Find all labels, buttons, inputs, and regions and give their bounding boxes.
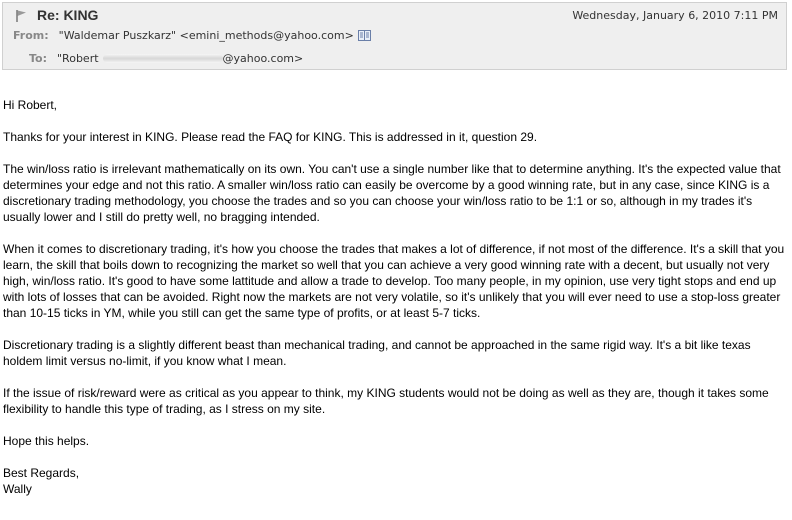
paragraph-6: Hope this helps. [3, 434, 90, 448]
paragraph-4: Discretionary trading is a slightly different beast than mechanical trading, and cannot be approached in the same rigid way. It's a bit like texas holdem limit versus no-limit, if you know what I mean. [3, 338, 751, 368]
from-address[interactable]: "Waldemar Puszkarz" <emini_methods@yahoo.com> [58, 29, 354, 42]
to-name[interactable]: "Robert [57, 52, 99, 65]
closing: Best Regards, [3, 466, 80, 480]
greeting: Hi Robert, [3, 98, 58, 112]
to-domain[interactable]: @yahoo.com> [222, 52, 304, 65]
from-label: From: [13, 29, 49, 42]
message-body [3, 97, 787, 497]
paragraph-1: Thanks for your interest in KING. Please read the FAQ for KING. This is addressed in it, question 29. [3, 130, 538, 144]
address-book-icon[interactable] [358, 30, 371, 41]
paragraph-2: The win/loss ratio is irrelevant mathematically on its own. You can't use a single number like that to determine anything. It's the expected value that determines your edge and not this ratio. A smaller win/loss ratio can easily be overcome by a good winning rate, but in any case, since KING is a discretionary trading methodology, you choose the trades and so you can choose your win/loss ratio to be 1:1 or so, although in my trades it's usually lower and I still do pretty well, no bragging intended. [3, 162, 781, 224]
flag-icon[interactable] [14, 9, 28, 23]
paragraph-5: If the issue of risk/reward were as critical as you appear to think, my KING students would not be doing as well as they are, though it takes some flexibility to handle this type of trading, as I stress on my site. [3, 386, 769, 416]
from-row [13, 29, 371, 42]
signature: Wally [3, 482, 32, 496]
message-subject: Re: KING [37, 7, 99, 23]
to-row [29, 52, 303, 65]
message-header [2, 2, 787, 70]
redacted-address [103, 54, 223, 63]
paragraph-3: When it comes to discretionary trading, it's how you choose the trades that makes a lot of difference, if not most of the difference. It's a skill that you learn, the skill that boils down to recognizing the market so well that you can achieve a very good winning rate with a decent, but usually not very high, win/loss ratio. It's good to have some lattitude and allow a trade to develop. Too many people, in my opinion, use very tight stops and end up with lots of losses that can be avoided. Right now the markets are not very volatile, so it's unlikely that you will ever need to use a stop-loss greater than 10-15 ticks in YM, while you still can get the same type of profits, or at least 5-7 ticks. [3, 242, 785, 320]
to-label: To: [29, 52, 47, 65]
message-date: Wednesday, January 6, 2010 7:11 PM [572, 9, 778, 22]
